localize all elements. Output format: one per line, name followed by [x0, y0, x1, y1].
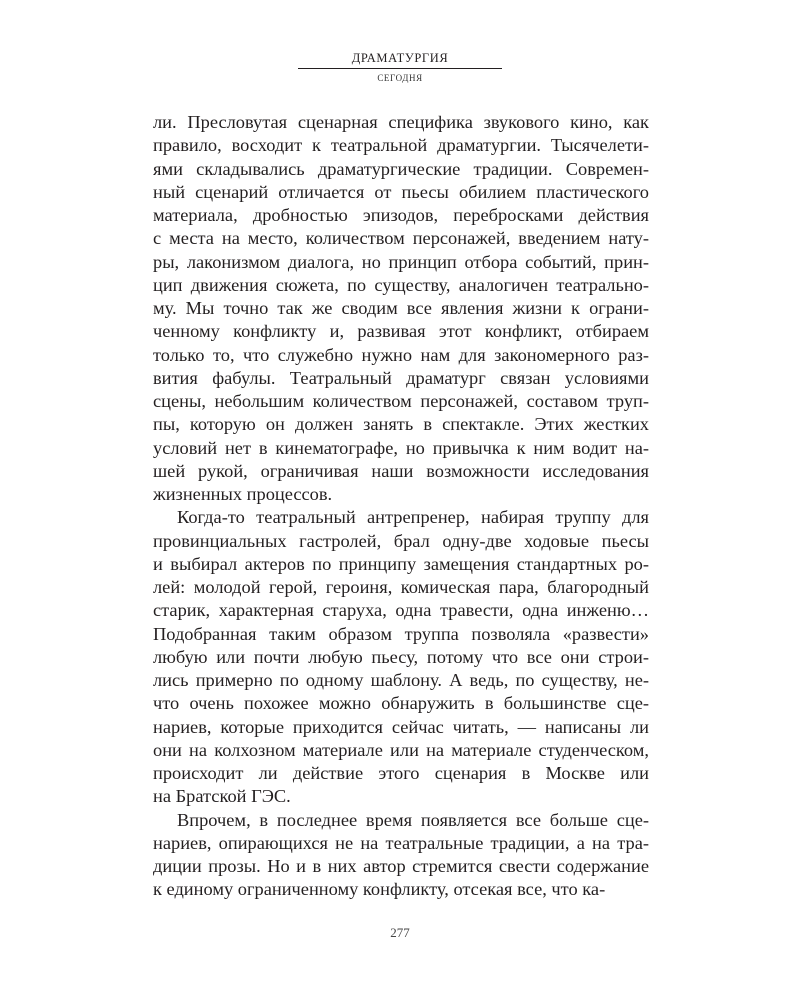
- running-head-title: ДРАМАТУРГИЯ: [351, 51, 449, 65]
- paragraph: [153, 809, 649, 902]
- text-line: ченному конфликту и, развивая этот конфликт, отбираем: [153, 321, 649, 342]
- text-line: цип движения сюжета, по существу, аналогичен театрально-: [153, 274, 649, 295]
- text-line: ный сценарий отличается от пьесы обилием пластического: [153, 181, 649, 202]
- text-line: Когда-то театральный антрепренер, набирая труппу для: [177, 507, 649, 528]
- text-line: старик, характерная старуха, одна травести, одна инженю…: [153, 600, 649, 621]
- text-line: Подобранная таким образом труппа позволяла «развести»: [153, 623, 649, 644]
- text-line: только то, что служебно нужно нам для закономерного раз-: [153, 344, 649, 365]
- text-line: нариев, которые приходится сейчас читать, — написаны ли: [153, 716, 649, 737]
- text-line: к единому ограниченному конфликту, отсекая все, что ка-: [153, 879, 606, 900]
- text-line: и выбирал актеров по принципу замещения стандартных ро-: [153, 553, 649, 574]
- text-line: происходит ли действие этого сценария в Москве или: [153, 763, 649, 783]
- text-line: сцены, небольшим количеством персонажей, составом труп-: [153, 391, 649, 411]
- text-line: жизненных процессов.: [153, 484, 333, 504]
- text-line: ры, лаконизмом диалога, но принцип отбора событий, прин-: [153, 251, 649, 272]
- text-line: провинциальных гастролей, брал одну-две ходовые пьесы: [153, 530, 649, 551]
- text-line: шей рукой, ограничивая наши возможности исследования: [153, 460, 649, 481]
- text-line: на Братской ГЭС.: [153, 786, 291, 807]
- text-line: лись примерно по одному шаблону. А ведь, по существу, не-: [153, 670, 649, 690]
- text-line: условий нет в кинематографе, но привычка к ним водит на-: [153, 437, 649, 458]
- text-line: что очень похожее можно обнаружить в большинстве сце-: [153, 693, 649, 714]
- running-head: [298, 50, 502, 84]
- paragraph: [153, 506, 649, 808]
- text-line: ли. Пресловутая сценарная специфика звукового кино, как: [153, 112, 649, 132]
- text-line: любую или почти любую пьесу, потому что все они строи-: [153, 646, 649, 667]
- text-line: Впрочем, в последнее время появляется все больше сце-: [177, 809, 649, 830]
- page-number: 277: [390, 925, 410, 940]
- text-line: они на колхозном материале или на материале студенческом,: [153, 739, 649, 760]
- running-head-subtitle: СЕГОДНЯ: [377, 73, 423, 83]
- text-line: диции прозы. Но и в них автор стремится свести содержание: [153, 856, 649, 876]
- text-line: материала, дробностью эпизодов, перебросками действия: [153, 205, 649, 225]
- paragraph: [153, 111, 649, 506]
- text-line: вития фабулы. Театральный драматург связан условиями: [153, 367, 649, 388]
- text-line: му. Мы точно так же сводим все явления жизни к ограни-: [153, 298, 649, 318]
- text-line: правило, восходит к театральной драматургии. Тысячелети-: [153, 135, 649, 156]
- text-line: лей: молодой герой, героиня, комическая пара, благородный: [153, 577, 649, 597]
- text-line: с места на место, количеством персонажей, введением нату-: [153, 228, 649, 249]
- text-line: ями складывались драматургические традиции. Современ-: [153, 158, 649, 179]
- text-line: нариев, опирающихся не на театральные традиции, а на тра-: [153, 832, 649, 853]
- text-line: пы, которую он должен занять в спектакле. Этих жестких: [153, 414, 649, 435]
- body-text: [153, 111, 649, 902]
- running-head-rule: [298, 68, 502, 69]
